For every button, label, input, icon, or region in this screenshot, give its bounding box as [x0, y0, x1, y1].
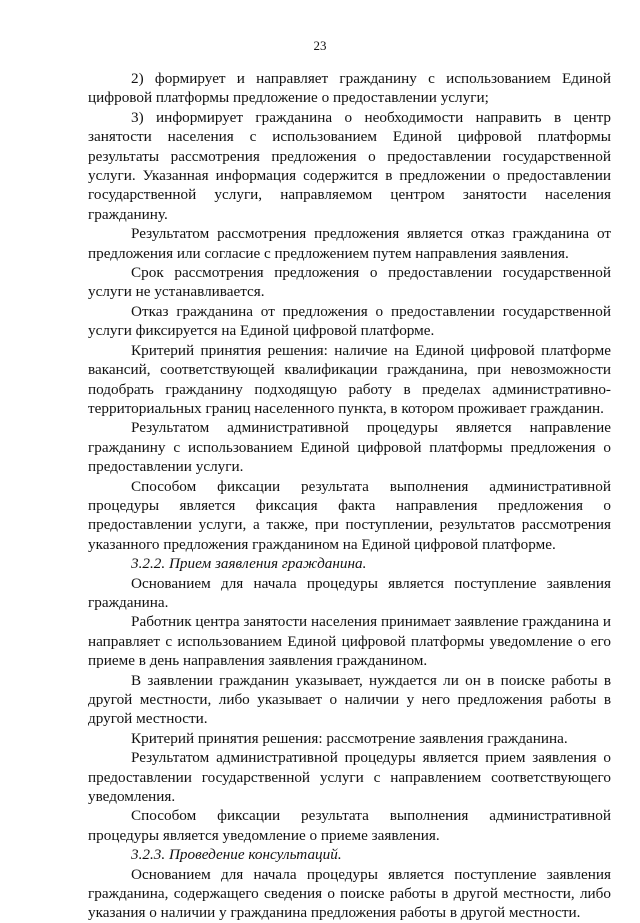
section-heading: 3.2.2. Прием заявления гражданина.	[131, 555, 367, 573]
paragraph: Результатом административной процедуры является прием заявления о предоставлении государственной услуги с направлением соответствующего уведомления.	[88, 749, 611, 806]
paragraph: Способом фиксации результата выполнения административной процедуры является уведомление о приеме заявления.	[88, 807, 611, 844]
paragraph: 3) информирует гражданина о необходимости направить в центр занятости населения с использованием Единой цифровой платформы результаты рассмотрения предложения о предоставлении государственной услуги. Указанная информация содержится в предложении о предоставлении государственной услуги, направляемом центром занятости населения гражданину.	[88, 108, 611, 223]
paragraph: Срок рассмотрения предложения о предоставлении государственной услуги не устанавливается.	[88, 264, 611, 301]
paragraph: Критерий принятия решения: наличие на Единой цифровой платформе вакансий, соответствующей квалификации гражданина, при невозможности подобрать гражданину подходящую работу в пределах административно-территориальных границ населенного пункта, в котором проживает гражданин.	[88, 341, 611, 417]
paragraph: Работник центра занятости населения принимает заявление гражданина и направляет с использованием Единой цифровой платформы уведомление о его приеме в день направления заявления гражданином.	[88, 613, 611, 670]
paragraph: Основанием для начала процедуры является поступление заявления гражданина, содержащего сведения о поиске работы в другой местности, либо указания о наличии у гражданина предложения работы в другой местности.	[88, 865, 611, 922]
paragraph: Основанием для начала процедуры является поступление заявления гражданина.	[88, 574, 611, 611]
paragraph: Отказ гражданина от предложения о предоставлении государственной услуги фиксируется на Единой цифровой платформе.	[88, 302, 611, 340]
paragraph: Результатом рассмотрения предложения является отказ гражданина от предложения или согласие с предложением путем направления заявления.	[88, 225, 611, 262]
paragraph: В заявлении гражданин указывает, нуждается ли он в поиске работы в другой местности, либо указывает о наличии у него предложения работы в другой местности.	[88, 671, 611, 728]
paragraph: 2) формирует и направляет гражданину с использованием Единой цифровой платформы предложение о предоставлении услуги;	[88, 70, 611, 107]
paragraph: Критерий принятия решения: рассмотрение заявления гражданина.	[131, 729, 568, 747]
paragraph: Результатом административной процедуры является направление гражданину с использованием Единой цифровой платформы предложения о предоставлении услуги.	[88, 419, 611, 476]
paragraph: Способом фиксации результата выполнения административной процедуры является фиксация факта направления предложения о предоставлении услуги, а также, при поступлении, результатов рассмотрения указанного предложения гражданином на Единой цифровой платформе.	[88, 477, 611, 553]
document-body	[88, 69, 611, 923]
section-heading: 3.2.3. Проведение консультаций.	[131, 846, 342, 864]
page-number: 23	[313, 38, 327, 53]
